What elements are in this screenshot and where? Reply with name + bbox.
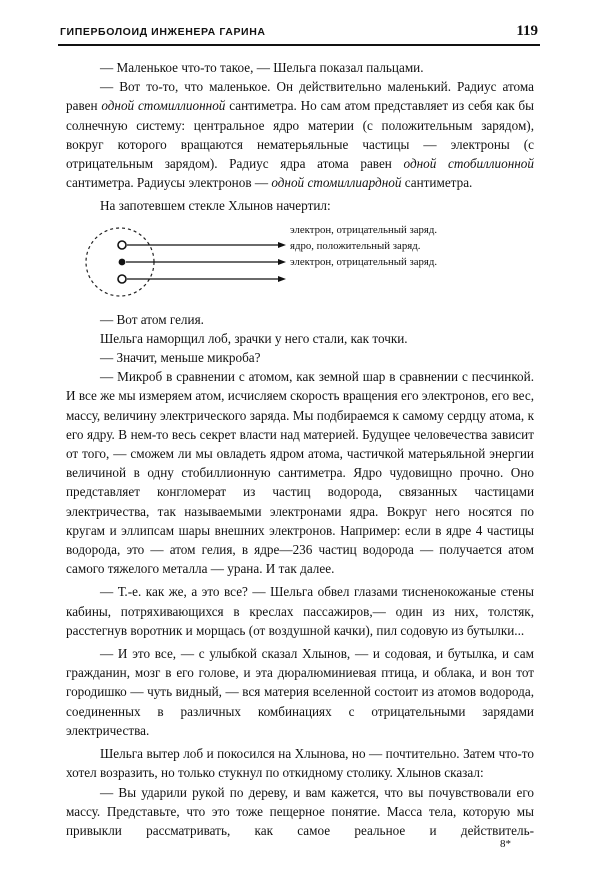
paragraph: — Вы ударили рукой по дереву, и вам кажется, что вы почувствовали его массу. Представьте, что это тоже пещерное понятие. Масса тела, которую мы привыкли рассматривать, как самое реальное и действитель- — [66, 784, 534, 838]
paragraph: Шельга вытер лоб и покосился на Хлынова, но — почтительно. Затем что-то хотел возразить, но только стукнул по откидному столику. Хлынов сказал: — [66, 746, 534, 781]
paragraph: — Значит, меньше микроба? — [100, 350, 261, 366]
paragraph: — Т.-е. как же, а это все? — Шельга обвел глазами тисненокожаные стены кабины, потряхивающихся в креслах пассажиров,— один из них, толстяк, расстегнув воротник и морщась (от воздушной качки), пил содовую из бутылки... — [66, 584, 534, 638]
page-number: 119 — [516, 23, 538, 39]
electron-label: электрон, отрицательный заряд. — [290, 223, 438, 236]
paragraph: Шельга наморщил лоб, зрачки у него стали, как точки. — [100, 330, 408, 346]
paragraph: — Вот то-то, что маленькое. Он действительно маленький. Радиус атома равен одной стомиллионной сантиметра. Но сам атом представляет из себя как бы солнечную систему: центральное ядро материи (с положительным зарядом), вокруг которого вращаются нематерьяльные частицы — электроны (с отрицательным зарядом). Радиус ядра атома равен одной стобиллионной сантиметра. Радиусы электронов — одной стомиллиардной сантиметра. — [66, 79, 535, 191]
emphasis: одной стомиллиардной — [271, 175, 402, 191]
page-header — [60, 23, 538, 44]
header-rule — [58, 44, 540, 46]
emphasis: одной стобиллионной — [403, 156, 534, 172]
emphasis: одной стомиллионной — [101, 98, 226, 114]
electron-label: электрон, отрицательный заряд. — [290, 255, 438, 268]
nucleus-label: ядро, положительный заряд. — [290, 239, 421, 252]
paragraph: — И это все, — с улыбкой сказал Хлынов, — и содовая, и бутылка, и сам гражданин, мозг в его голове, и эта дюралюминиевая птица, и облака, и вон тот городишко — чуть видный, — вся материя вселенной состоит из атомов водорода, соединенных в различных комбинациях с отрицательными зарядами электричества. — [66, 646, 534, 738]
paragraph: На запотевшем стекле Хлынов начертил: — [100, 198, 331, 214]
running-title: ГИПЕРБОЛОИД ИНЖЕНЕРА ГАРИНА — [60, 26, 266, 38]
page-body — [66, 58, 534, 840]
paragraph: — Вот атом гелия. — [100, 311, 204, 327]
signature-mark: 8* — [500, 838, 511, 850]
paragraph: — Маленькое что-то такое, — Шельга показал пальцами. — [100, 60, 424, 75]
helium-atom-diagram — [66, 222, 534, 304]
paragraph: — Микроб в сравнении с атомом, как земной шар в сравнении с песчинкой. И все же мы измеряем атом, исчисляем скорость вращения его электронов, его вес, массу, величину электрического заряда. Мы подбираемся к самому сердцу атома, к его ядру. В нем-то весь секрет власти над материей. Будущее человечества зависит от того, — сможем ли мы овладеть ядром атома, частичкой матерьяльной энергии величиной в одну стобиллионную сантиметра. Ядро чудовищно прочно. Оно представляет конгломерат из частиц водорода, связанных частицами электричества, так называемыми электронами ядра. Вокруг него носятся по кругам и эллипсам шары внешних электронов. Например: если в ядре 4 частицы водорода, это — атом гелия, в ядре—236 частиц водорода — получается атом самого тяжелого металла — урана. И так далее. — [66, 369, 534, 577]
